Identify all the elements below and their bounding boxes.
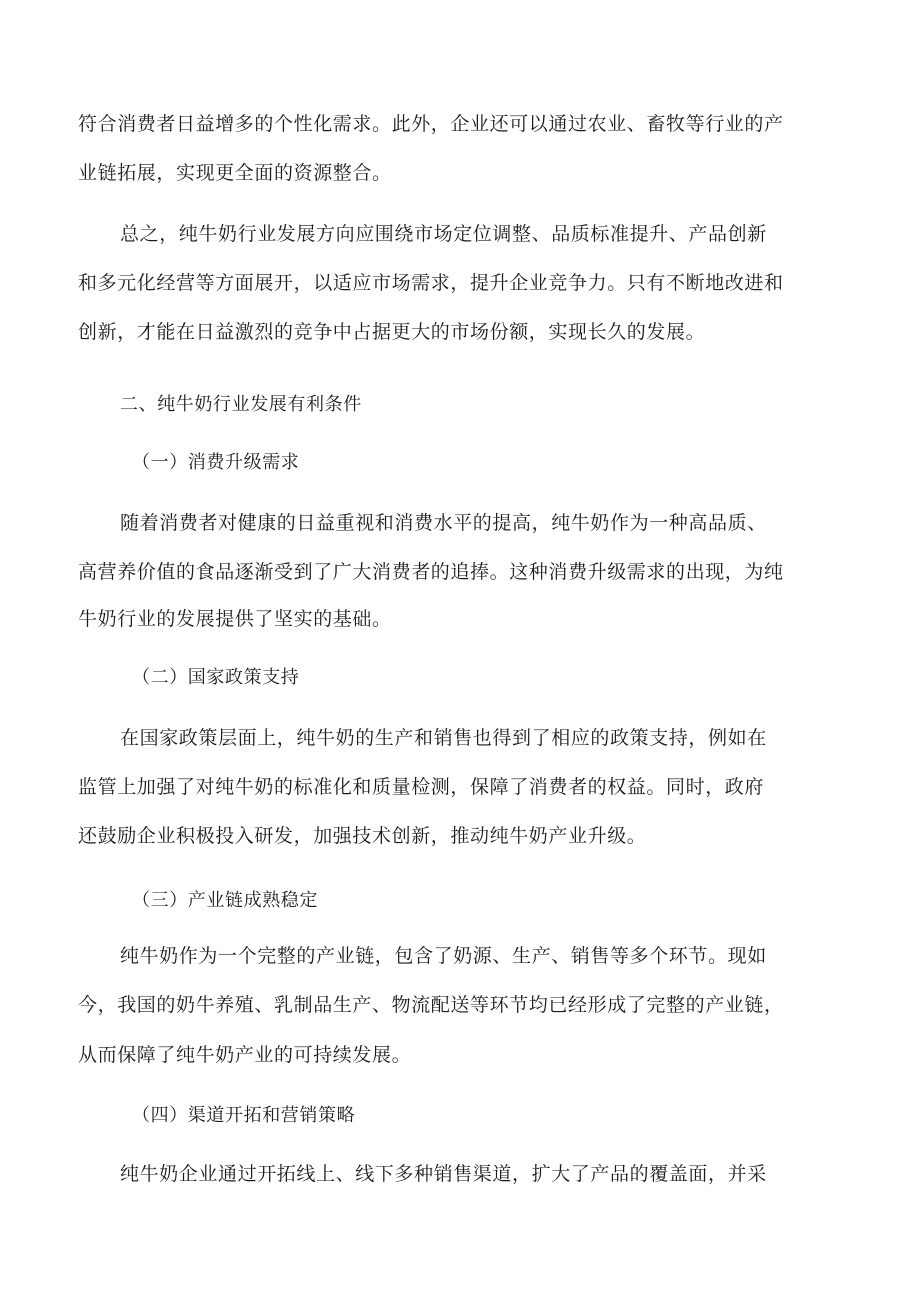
paragraph-line: 纯牛奶作为一个完整的产业链，包含了奶源、生产、销售等多个环节。现如 bbox=[120, 945, 767, 967]
paragraph-line: 和多元化经营等方面展开，以适应市场需求，提升企业竞争力。只有不断地改进和 bbox=[78, 272, 784, 294]
paragraph-line: 还鼓励企业积极投入研发，加强技术创新，推动纯牛奶产业升级。 bbox=[78, 825, 647, 847]
paragraph-line: 业链拓展，实现更全面的资源整合。 bbox=[78, 162, 392, 184]
subsection-heading: （三）产业链成熟稳定 bbox=[132, 890, 318, 911]
subsection-heading: （一）消费升级需求 bbox=[132, 452, 300, 473]
section-heading: 二、纯牛奶行业发展有利条件 bbox=[120, 394, 362, 415]
paragraph-line: 创新，才能在日益激烈的竞争中占据更大的市场份额，实现长久的发展。 bbox=[78, 321, 706, 343]
paragraph-line: 牛奶行业的发展提供了坚实的基础。 bbox=[78, 608, 392, 630]
paragraph-line: 监管上加强了对纯牛奶的标准化和质量检测，保障了消费者的权益。同时，政府 bbox=[78, 776, 765, 798]
paragraph-line: 今，我国的奶牛养殖、乳制品生产、物流配送等环节均已经形成了完整的产业链， bbox=[78, 994, 784, 1016]
subsection-heading: （二）国家政策支持 bbox=[132, 667, 300, 688]
paragraph-line: 随着消费者对健康的日益重视和消费水平的提高，纯牛奶作为一种高品质、 bbox=[120, 512, 767, 534]
paragraph-line: 纯牛奶企业通过开拓线上、线下多种销售渠道，扩大了产品的覆盖面，并采 bbox=[120, 1163, 767, 1185]
paragraph-line: 总之，纯牛奶行业发展方向应围绕市场定位调整、品质标准提升、产品创新 bbox=[120, 223, 767, 245]
paragraph-line: 在国家政策层面上，纯牛奶的生产和销售也得到了相应的政策支持，例如在 bbox=[120, 727, 767, 749]
paragraph-line: 从而保障了纯牛奶产业的可持续发展。 bbox=[78, 1044, 412, 1066]
subsection-heading: （四）渠道开拓和营销策略 bbox=[132, 1105, 356, 1126]
paragraph-line: 符合消费者日益增多的个性化需求。此外，企业还可以通过农业、畜牧等行业的产 bbox=[78, 113, 784, 135]
paragraph-line: 高营养价值的食品逐渐受到了广大消费者的追捧。这种消费升级需求的出现，为纯 bbox=[78, 561, 784, 583]
